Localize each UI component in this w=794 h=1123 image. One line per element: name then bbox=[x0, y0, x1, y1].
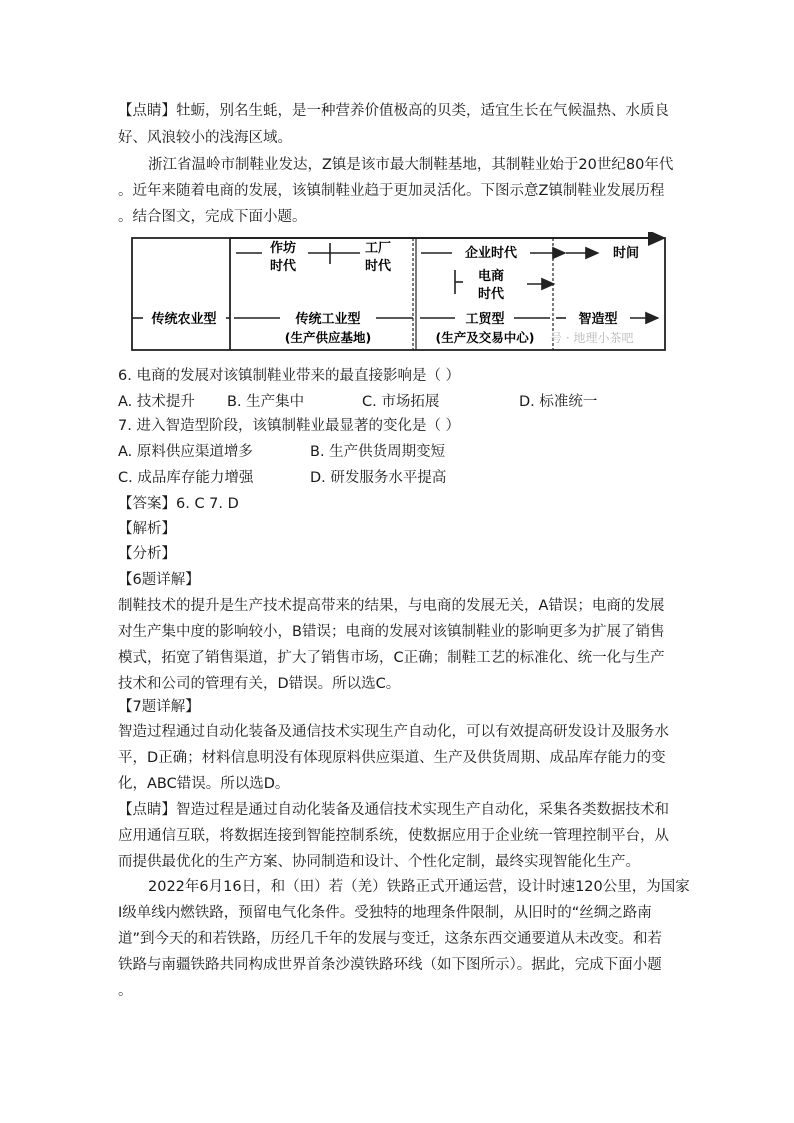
analysis-subheading: 【分析】 bbox=[118, 546, 176, 562]
q6-option-b: B. 生产集中 bbox=[227, 394, 305, 410]
analysis-heading: 【解析】 bbox=[118, 521, 176, 537]
stage-label-trade: 工贸型 bbox=[465, 312, 505, 327]
text-line: 对生产集中度的影响较小，B错误；电商的发展对该镇制鞋业的影响更多为扩展了销售 bbox=[118, 624, 665, 640]
text-line: 浙江省温岭市制鞋业发达，Z镇是该市最大制鞋基地，其制鞋业始于20世纪80年代 bbox=[148, 157, 674, 173]
question-7-stem: 7. 进入智造型阶段，该镇制鞋业最显著的变化是（ ） bbox=[118, 418, 461, 434]
text-line: 。结合图文，完成下面小题。 bbox=[118, 209, 307, 225]
stage-label-agriculture: 传统农业型 bbox=[151, 312, 217, 327]
q6-option-c: C. 市场拓展 bbox=[362, 394, 440, 410]
text-line: 化，ABC错误。所以选D。 bbox=[118, 776, 290, 792]
watermark: 号 · 地理小茶吧 bbox=[550, 331, 634, 345]
stage-sublabel-trade: (生产及交易中心) bbox=[435, 330, 535, 345]
era-label-ecommerce: 时代 bbox=[477, 287, 505, 302]
text-line: 技术和公司的管理有关，D错误。所以选C。 bbox=[118, 676, 401, 692]
q7-detail-heading: 【7题详解】 bbox=[118, 699, 200, 715]
stage-sublabel-industry: (生产供应基地) bbox=[284, 330, 372, 345]
answer-line: 【答案】6. C 7. D bbox=[118, 496, 239, 512]
stage-label-industry: 传统工业型 bbox=[295, 312, 361, 327]
text-line: 。 bbox=[118, 983, 133, 999]
question-6-stem: 6. 电商的发展对该镇制鞋业带来的最直接影响是（ ） bbox=[118, 368, 461, 384]
q7-option-b: B. 生产供货周期变短 bbox=[310, 444, 446, 460]
era-label-workshop: 时代 bbox=[269, 259, 297, 274]
stage-label-smart: 智造型 bbox=[578, 312, 618, 327]
q7-option-d: D. 研发服务水平提高 bbox=[310, 470, 447, 486]
text-line: 制鞋技术的提升是生产技术提高带来的结果，与电商的发展无关，A错误；电商的发展 bbox=[118, 598, 665, 614]
era-label-workshop: 作坊 bbox=[269, 241, 297, 256]
text-line: 智造过程通过自动化装备及通信技术实现生产自动化，可以有效提高研发设计及服务水 bbox=[118, 724, 669, 740]
q6-option-d: D. 标准统一 bbox=[519, 394, 598, 410]
text-line: 而提供最优化的生产方案、协同制造和设计、个性化定制，最终实现智能化生产。 bbox=[118, 854, 640, 870]
text-line: 道”到今天的和若铁路，历经几千年的发展与变迁，这条东西交通要道从未改变。和若 bbox=[118, 931, 663, 947]
q7-option-a: A. 原料供应渠道增多 bbox=[118, 444, 253, 460]
text-line: Ⅰ级单线内燃铁路，预留电气化条件。受独特的地理条件限制，从旧时的“丝绸之路南 bbox=[118, 905, 652, 921]
q6-option-a: A. 技术提升 bbox=[118, 394, 195, 410]
text-line: 铁路与南疆铁路共同构成世界首条沙漠铁路环线（如下图所示）。据此，完成下面小题 bbox=[118, 957, 662, 973]
text-line: 好、风浪较小的浅海区域。 bbox=[118, 130, 292, 146]
time-label: 时间 bbox=[612, 246, 640, 261]
shoe-industry-diagram bbox=[130, 232, 670, 356]
era-label-factory: 时代 bbox=[364, 259, 392, 274]
era-label-ecommerce: 电商 bbox=[477, 269, 505, 284]
era-label-enterprise: 企业时代 bbox=[464, 246, 518, 261]
text-line: 。近年来随着电商的发展，该镇制鞋业趋于更加灵活化。下图示意Z镇制鞋业发展历程 bbox=[118, 183, 665, 199]
q7-option-c: C. 成品库存能力增强 bbox=[118, 470, 254, 486]
text-line: 应用通信互联，将数据连接到智能控制系统，使数据应用于企业统一管理控制平台，从 bbox=[118, 828, 669, 844]
text-line: 【点睛】智造过程是通过自动化装备及通信技术实现生产自动化，采集各类数据技术和 bbox=[118, 802, 669, 818]
text-line: 模式，拓宽了销售渠道，扩大了销售市场，C正确；制鞋工艺的标准化、统一化与生产 bbox=[118, 650, 665, 666]
text-line: 平，D正确；材料信息明没有体现原料供应渠道、生产及供货周期、成品库存能力的变 bbox=[118, 750, 666, 766]
q6-detail-heading: 【6题详解】 bbox=[118, 572, 200, 588]
era-label-factory: 工厂 bbox=[364, 241, 392, 256]
text-line: 【点睛】牡蛎，别名生蚝，是一种营养价值极高的贝类，适宜生长在气候温热、水质良 bbox=[118, 103, 669, 119]
text-line: 2022年6月16日，和（田）若（羌）铁路正式开通运营，设计时速120公里，为国家 bbox=[148, 879, 690, 895]
